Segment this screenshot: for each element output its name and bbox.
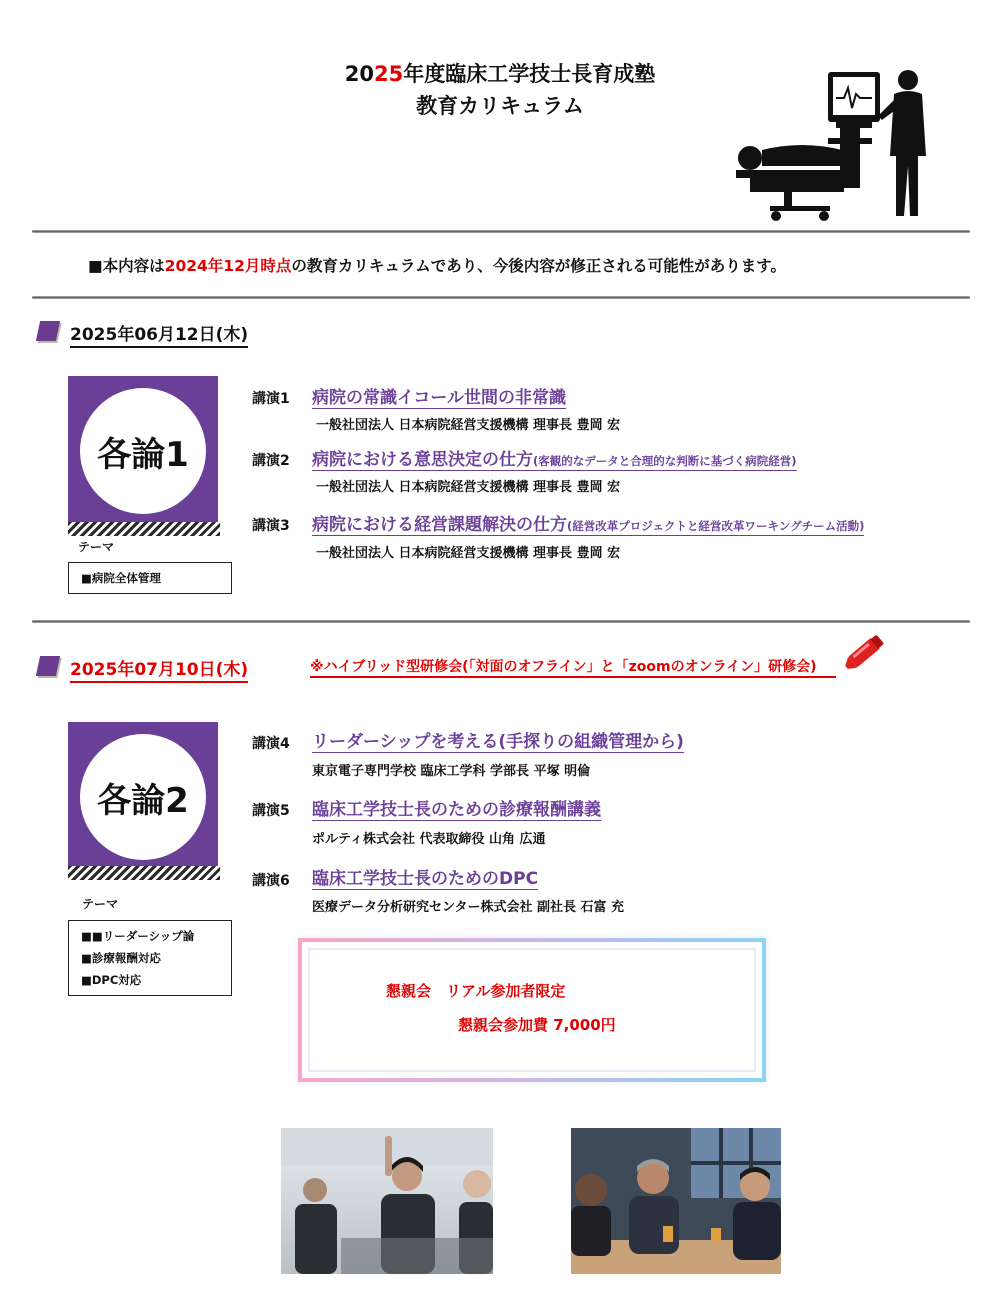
session2-date: 2025年07月10日(木) (70, 655, 248, 683)
lecture-number: 講演3 (252, 518, 290, 534)
lecture-title: 臨床工学技士長のための診療報酬講義 (312, 800, 601, 820)
divider (32, 296, 970, 299)
lecture-title-row (312, 383, 566, 408)
lecture-title: 臨床工学技士長のためのDPC (312, 869, 539, 889)
lecture-subtitle: (経営改革プロジェクトと経営改革ワーキングチーム活動) (567, 519, 865, 533)
theme-item: ■DPC対応 (81, 973, 142, 987)
lecture-number: 講演1 (252, 391, 290, 407)
lecture-speaker: 東京電子専門学校 臨床工学科 学部長 平塚 明倫 (312, 764, 591, 779)
lecture-title-row (312, 445, 797, 470)
lecture-number: 講演5 (252, 803, 290, 819)
party-line2: 懇親会参加費 7,000円 (458, 1016, 616, 1034)
social-gathering-inner (308, 948, 756, 1072)
page-title: 2025年度臨床工学技士長育成塾 (344, 62, 656, 86)
hybrid-note: ※ハイブリッド型研修会(「対面のオフライン」と「zoomのオンライン」研修会) (310, 656, 836, 678)
badge-stripe (68, 866, 220, 880)
seminar-photo (281, 1128, 493, 1274)
theme-label: テーマ (82, 897, 119, 911)
badge-stripe (68, 522, 220, 536)
lecture-title-row (312, 510, 864, 535)
badge-label: 各論2 (80, 734, 206, 860)
theme-box (68, 562, 232, 594)
party-line1: 懇親会 リアル参加者限定 (386, 982, 566, 1000)
lecture-speaker: 一般社団法人 日本病院経営支援機構 理事長 豊岡 宏 (316, 546, 621, 561)
theme-box (68, 920, 232, 996)
divider (32, 620, 970, 623)
session1-badge (68, 376, 218, 526)
date-marker-icon (36, 321, 60, 341)
marker-pen-icon (838, 630, 890, 678)
lecture-number: 講演4 (252, 736, 290, 752)
notice-text: ■本内容は2024年12月時点の教育カリキュラムであり、今後内容が修正される可能性があります。 (88, 257, 786, 275)
date-marker-icon (36, 656, 60, 676)
clinical-engineer-illustration (732, 66, 932, 222)
lecture-title-row (312, 727, 684, 752)
session2-badge (68, 722, 218, 872)
lecture-subtitle: (客観的なデータと合理的な判断に基づく病院経営) (533, 454, 797, 468)
page-subtitle: 教育カリキュラム (416, 94, 584, 118)
theme-label: テーマ (78, 540, 115, 554)
lecture-number: 講演2 (252, 453, 290, 469)
lecture-title-row (312, 864, 538, 889)
lecture-speaker: 一般社団法人 日本病院経営支援機構 理事長 豊岡 宏 (316, 480, 621, 495)
lecture-title: 病院の常識イコール世間の非常識 (312, 388, 566, 408)
lecture-title-row (312, 795, 601, 820)
session1-date: 2025年06月12日(木) (70, 320, 248, 348)
theme-item: ■診療報酬対応 (81, 951, 161, 965)
badge-label: 各論1 (80, 388, 206, 514)
theme-item: ■病院全体管理 (81, 571, 161, 585)
networking-photo (571, 1128, 781, 1274)
lecture-speaker: 一般社団法人 日本病院経営支援機構 理事長 豊岡 宏 (316, 418, 621, 433)
social-gathering-box (298, 938, 766, 1082)
lecture-title: 病院における意思決定の仕方 (312, 450, 533, 470)
lecture-speaker: ポルティ株式会社 代表取締役 山角 広通 (312, 832, 546, 847)
theme-item: ■■リーダーシップ論 (81, 929, 195, 943)
lecture-speaker: 医療データ分析研究センター株式会社 副社長 石富 充 (312, 900, 625, 915)
lecture-number: 講演6 (252, 873, 290, 889)
divider (32, 230, 970, 233)
lecture-title: 病院における経営課題解決の仕方 (312, 515, 567, 535)
lecture-title: リーダーシップを考える(手探りの組織管理から) (312, 732, 684, 752)
